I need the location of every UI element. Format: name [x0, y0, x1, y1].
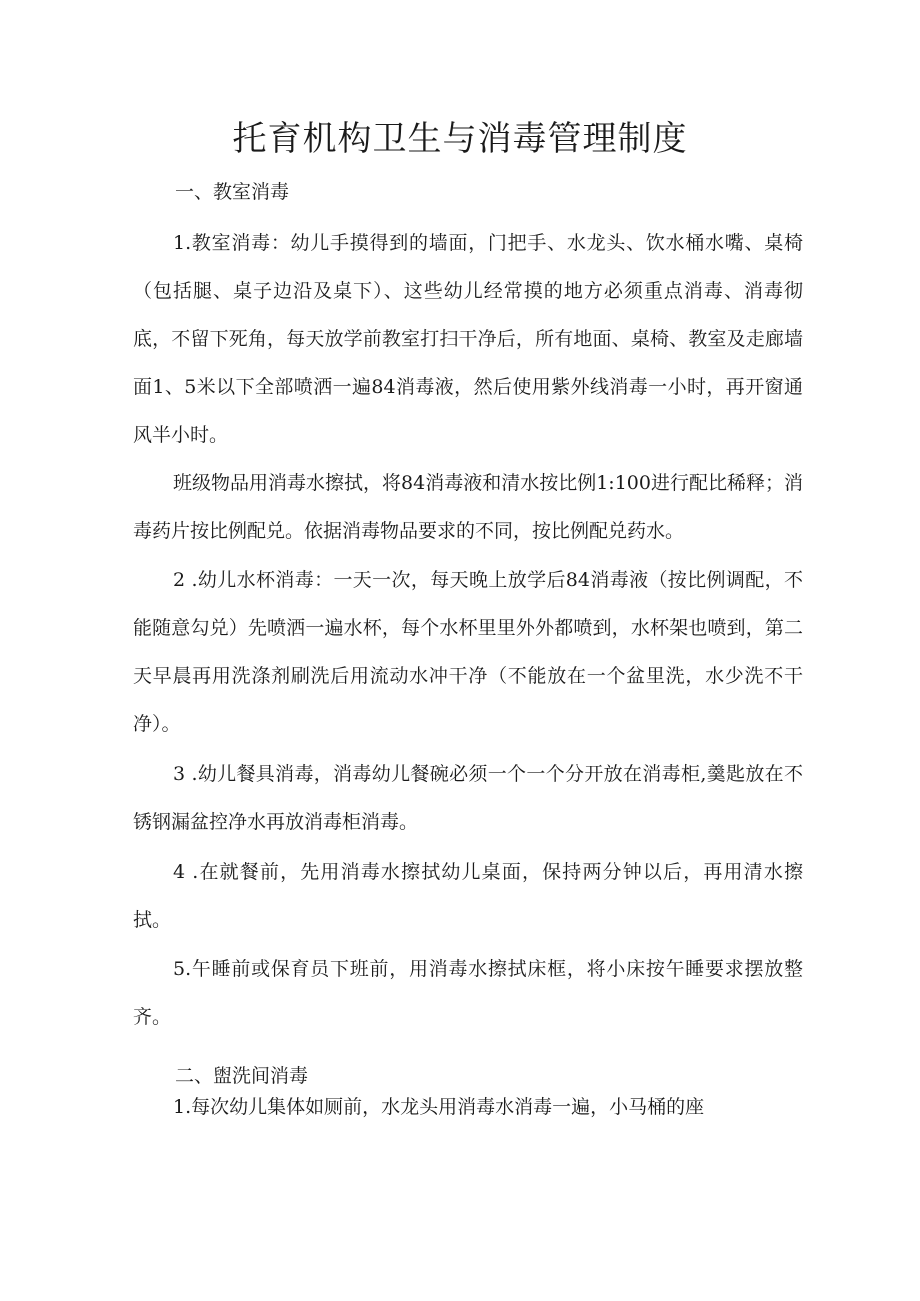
paragraph-toilet: 1.每次幼儿集体如厕前，水龙头用消毒水消毒一遍，小马桶的座: [173, 1096, 705, 1118]
document-title: 托育机构卫生与消毒管理制度: [232, 119, 688, 159]
section-heading-washroom: 二、盥洗间消毒: [175, 1065, 309, 1087]
paragraph-nap: 5.午睡前或保育员下班前，用消毒水擦拭床框，将小床按午睡要求摆放整齐。: [133, 958, 803, 1028]
paragraph-class-items: 班级物品用消毒水擦拭，将84消毒液和清水按比例1:100进行配比稀释；消毒药片按比例配兑。依据消毒物品要求的不同，按比例配兑药水。: [133, 472, 803, 542]
paragraph-classroom-disinfection: 1.教室消毒：幼儿手摸得到的墙面，门把手、水龙头、饮水桶水嘴、桌椅（包括腿、桌子边沿及桌下）、这些幼儿经常摸的地方必须重点消毒、消毒彻底，不留下死角，每天放学前教室打扫干净后，所有地面、桌椅、教室及走廊墙面1、5米以下全部喷洒一遍84消毒液，然后使用紫外线消毒一小时，再开窗通风半小时。: [133, 232, 803, 446]
paragraph-tableware: 3 .幼儿餐具消毒，消毒幼儿餐碗必须一个一个分开放在消毒柜,羹匙放在不锈钢漏盆控净水再放消毒柜消毒。: [133, 763, 803, 833]
paragraph-water-cup: 2 .幼儿水杯消毒：一天一次，每天晚上放学后84消毒液（按比例调配，不能随意勾兑）先喷洒一遍水杯，每个水杯里里外外都喷到，水杯架也喷到，第二天早晨再用洗涤剂刷洗后用流动水冲干净（不能放在一个盆里洗，水少洗不干净）。: [133, 569, 803, 735]
paragraph-before-meal: 4 .在就餐前，先用消毒水擦拭幼儿桌面，保持两分钟以后，再用清水擦拭。: [133, 861, 803, 931]
section-heading-classroom: 一、教室消毒: [175, 181, 290, 203]
